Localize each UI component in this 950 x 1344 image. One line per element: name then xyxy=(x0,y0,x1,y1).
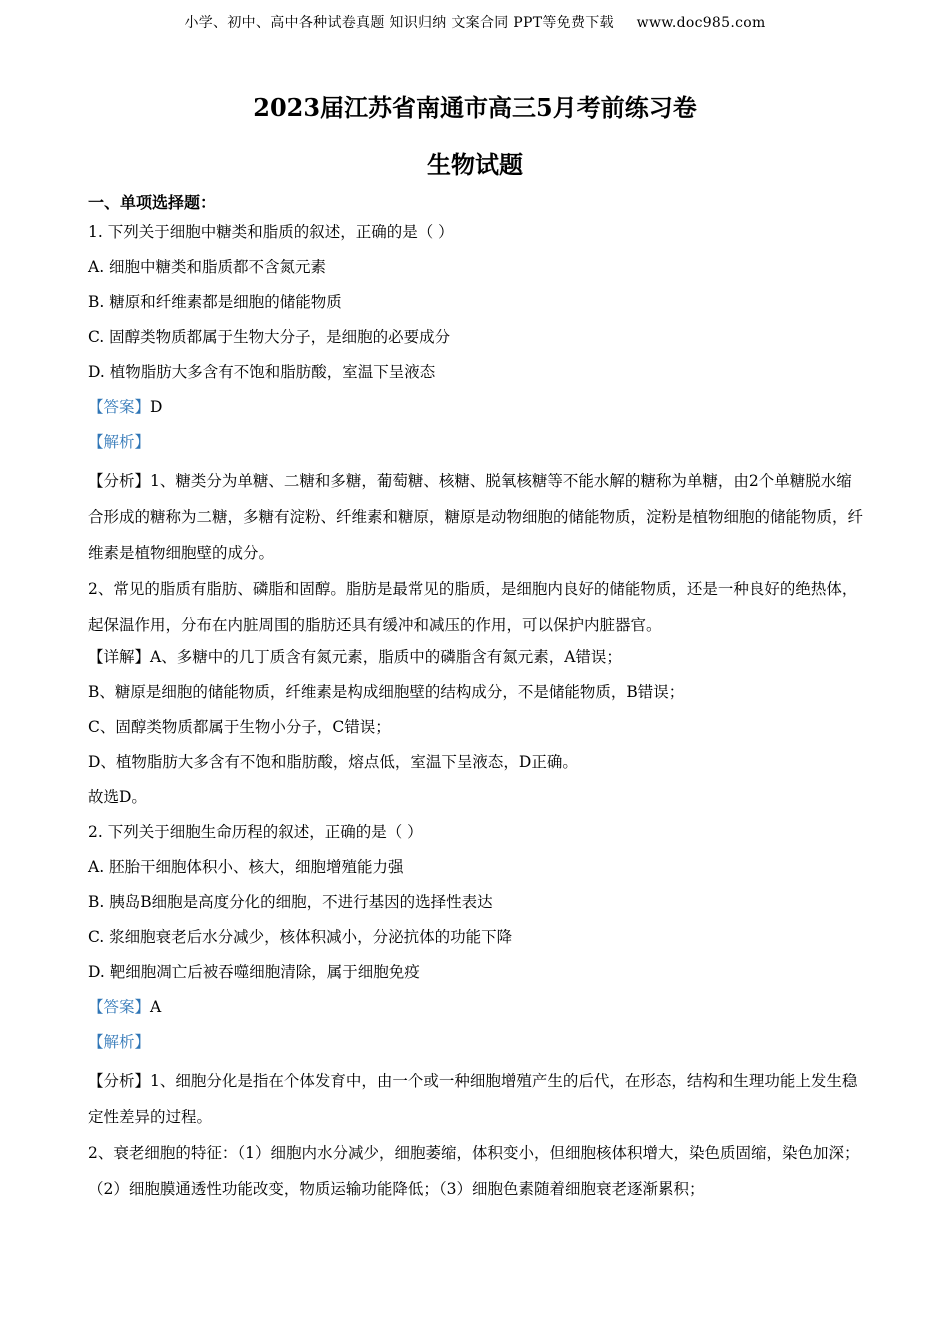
q1-option-a: A. 细胞中糖类和脂质都不含氮元素 xyxy=(88,258,327,276)
q1-detail-c: C、固醇类物质都属于生物小分子，C错误； xyxy=(88,718,391,736)
q2-option-d: D. 靶细胞凋亡后被吞噬细胞清除，属于细胞免疫 xyxy=(88,963,420,981)
document-body xyxy=(88,188,866,1207)
q1-answer-value: D xyxy=(150,398,163,416)
q1-option-c: C. 固醇类物质都属于生物大分子，是细胞的必要成分 xyxy=(88,328,451,346)
q1-detail-a: 【详解】A、多糖中的几丁质含有氮元素，脂质中的磷脂含有氮元素，A错误； xyxy=(88,648,622,666)
q2-stem: 2. 下列关于细胞生命历程的叙述，正确的是（ ） xyxy=(88,823,423,841)
header-text: 小学、初中、高中各种试卷真题 知识归纳 文案合同 PPT等免费下载 xyxy=(184,15,614,31)
q1-detail-d: D、植物脂肪大多含有不饱和脂肪酸，熔点低，室温下呈液态，D正确。 xyxy=(88,753,578,771)
q1-analysis-p1: 【分析】1、糖类分为单糖、二糖和多糖，葡萄糖、核糖、脱氧核糖等不能水解的糖称为单糖，由2个单糖脱水缩合形成的糖称为二糖，多糖有淀粉、纤维素和糖原，糖原是动物细胞的储能物质，淀粉是植物细胞的储能物质，纤维素是植物细胞壁的成分。 xyxy=(88,472,864,562)
q2-option-b: B. 胰岛B细胞是高度分化的细胞，不进行基因的选择性表达 xyxy=(88,893,493,911)
q2-answer-value: A xyxy=(150,998,162,1016)
q1-analysis-label: 【解析】 xyxy=(88,433,151,451)
section-heading: 一、单项选择题： xyxy=(88,193,217,212)
q2-option-c: C. 浆细胞衰老后水分减少，核体积减小，分泌抗体的功能下降 xyxy=(88,928,513,946)
q1-answer-label: 【答案】 xyxy=(88,398,151,416)
q1-stem: 1. 下列关于细胞中糖类和脂质的叙述，正确的是（ ） xyxy=(88,223,454,241)
q2-analysis-label: 【解析】 xyxy=(88,1033,151,1051)
q1-analysis-p2: 2、常见的脂质有脂肪、磷脂和固醇。脂肪是最常见的脂质，是细胞内良好的储能物质，还是一种良好的绝热体，起保温作用，分布在内脏周围的脂肪还具有缓冲和减压的作用，可以保护内脏器官。 xyxy=(88,580,858,634)
q1-answer xyxy=(88,393,866,428)
document-title: 2023届江苏省南通市高三5月考前练习卷 xyxy=(253,93,697,122)
q2-analysis-p2: 2、衰老细胞的特征：（1）细胞内水分减少，细胞萎缩，体积变小，但细胞核体积增大，染色质固缩，染色加深；（2）细胞膜通透性功能改变，物质运输功能降低；（3）细胞色素随着细胞衰老逐渐累积； xyxy=(88,1144,860,1198)
q2-analysis-p1: 【分析】1、细胞分化是指在个体发育中，由一个或一种细胞增殖产生的后代，在形态，结构和生理功能上发生稳定性差异的过程。 xyxy=(88,1072,858,1126)
q2-answer xyxy=(88,993,866,1028)
q2-option-a: A. 胚胎干细胞体积小、核大，细胞增殖能力强 xyxy=(88,858,404,876)
q1-option-b: B. 糖原和纤维素都是细胞的储能物质 xyxy=(88,293,342,311)
header-site-link[interactable]: www.doc985.com xyxy=(636,15,766,31)
q2-answer-label: 【答案】 xyxy=(88,998,151,1016)
document-subtitle: 生物试题 xyxy=(427,150,523,179)
q1-conclusion: 故选D。 xyxy=(88,788,147,806)
page-header xyxy=(0,12,950,32)
q1-detail-b: B、糖原是细胞的储能物质，纤维素是构成细胞壁的结构成分，不是储能物质，B错误； xyxy=(88,683,685,701)
q1-option-d: D. 植物脂肪大多含有不饱和脂肪酸，室温下呈液态 xyxy=(88,363,436,381)
